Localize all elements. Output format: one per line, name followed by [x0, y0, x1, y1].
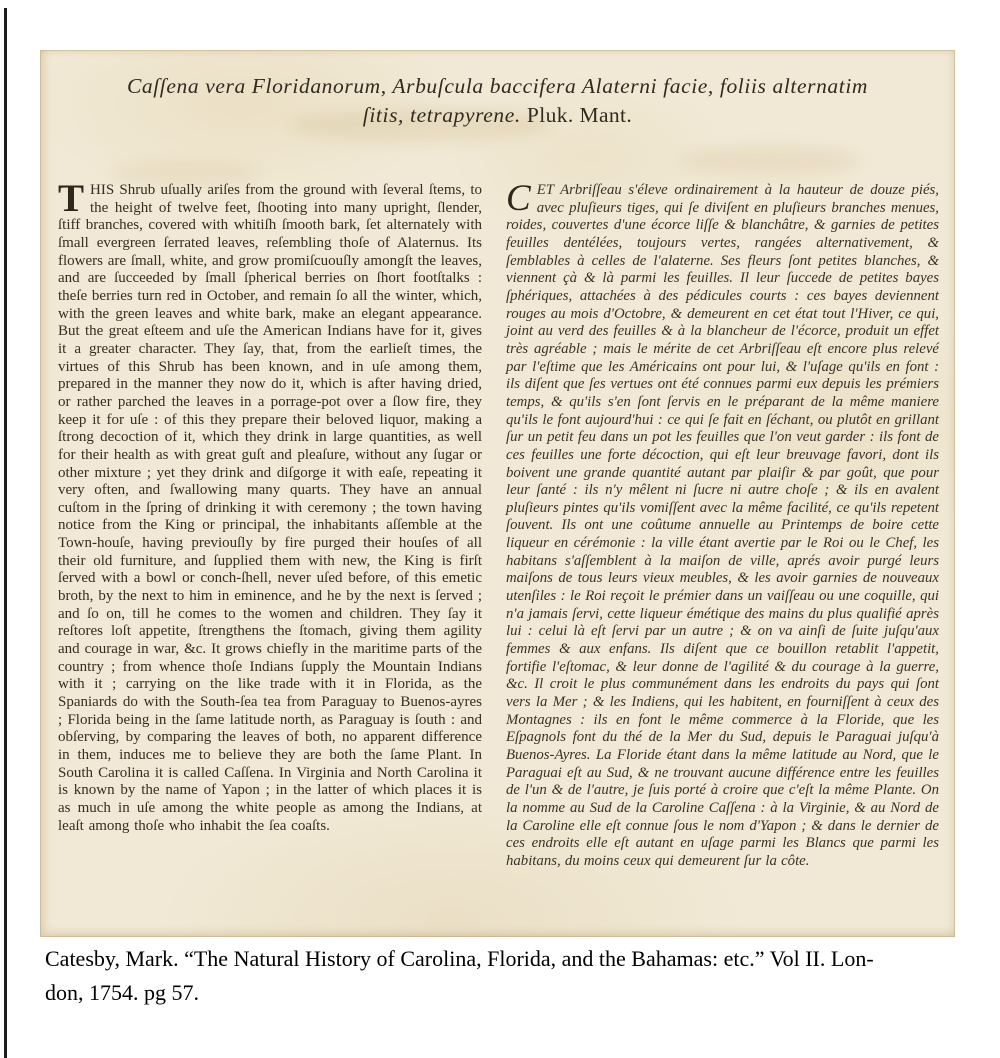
- french-drop-cap: C: [506, 178, 531, 219]
- english-column: [58, 177, 482, 871]
- book-scan: [40, 50, 955, 937]
- french-column: [506, 178, 939, 871]
- latin-title: [40, 50, 955, 130]
- latin-title-line2: [40, 101, 955, 130]
- french-text: ET Arbriſſeau s'éleve ordinairement à la hauteur de douze piés, avec pluſieurs tiges, qui ſe diviſent en pluſieurs branches menues, roides, couvertes d'une écorce liſſe & blanchâtre, & garnies de petites feuilles dentélées, toujours vertes, rangées alternativement, & ſemblables à celles de l'alaterne. Ses fleurs ſont petites blanches, & viennent çà & là parmi les feuilles. Il leur ſuccede de petites bayes ſphériques, attachées à des pédicules courts : ces bayes deviennent rouges au mois d'Octobre, & demeurent en cet état tout l'Hiver, ce qui, joint au verd des feuilles & à la blancheur de l'écorce, produit un effet très agréable ; mais le mérite de cet Arbriſſeau eſt encore plus relevé par l'eſtime que les Américains ont pour lui, & l'uſage qu'ils en font : ils diſent que ſes vertues ont été connues parmi eux depuis les prémiers temps, & qu'ils s'en ſont ſervis en le préparant de la même maniere qu'ils le font aujourd'hui : ce qui ſe fait en ſéchant, ou plutôt en grillant ſur un petit feu dans un pot les feuilles que l'on veut garder : ils font de ces feuilles une forte décoction, qui eſt leur breuvage favori, dont ils boivent une grande quantité autant par plaiſir & par goût, que pour leur ſanté : ils n'y mêlent ni ſucre ni autre choſe ; & ils en avalent pluſieurs pintes qu'ils vomiſſent avec la même facilité, ce qu'ils repetent ſouvent. Ils ont une coûtume annuelle au Printemps de boire cette liqueur en cérémonie : la ville étant avertie par le Roi ou le Chef, les habitans s'aſſemblent à la maiſon de ville, aprés avoir purgé leurs maiſons de tous leurs vieux meubles, & les avoir garnies de nouveaux utenſiles : le Roi reçoit le prémier dans un vaiſſeau ou une coquille, qui n'a jamais ſervi, cette liqueur émétique des mains du plus qualifié après lui : celui là eſt ſervi par un autre ; & on va ainſi de ſuite juſqu'aux femmes & aux enfans. Ils diſent que ce bouillon retablit l'appetit, fortifie l'eſtomac, & leur donne de l'agilité & du courage à la guerre, &c. Il croit le plus communément dans les endroits du pays qui ſont vers la Mer ; & les Indiens, qui les habitent, en fourniſſent à ceux des Montagnes : ils en font le même commerce à la Floride, que les Eſpagnols font du thé de la Mer du Sud, depuis le Paraguai juſqu'à Buenos-Ayres. La Floride étant dans la même latitude au Nord, que le Paraguai eſt au Sud, & ne trouvant aucune différence entre les feuilles de l'un & de l'autre, je ſuis porté à croire que c'eſt la même Plante. On la nomme au Sud de la Caroline Caſſena : à la Virginie, & au Nord de la Caroline elle eſt connue ſous le nom d'Yapon ; & dans le dernier de ces endroits elle eſt autant en uſage parmi les Blancs que parmi les habitans, du moins ceux qui demeurent ſur la côte.: [506, 182, 939, 869]
- paper-stain: [680, 146, 860, 176]
- citation-line2: don, 1754. pg 57.: [45, 980, 199, 1005]
- citation: [45, 942, 975, 1010]
- latin-title-line2-italic: ſitis, tetrapyrene.: [362, 103, 521, 127]
- english-text: HIS Shrub uſually ariſes from the ground with ſeveral ſtems, to the height of twelve feet, ſhooting into many upright, ſlender, ſtiff branches, covered with whitiſh ſmooth bark, ſet alternately with ſmall evergreen ſerrated leaves, reſembling thoſe of Alaternus. Its flowers are ſmall, white, and grow promiſcuouſly amongſt the leaves, and are ſucceeded by ſmall ſpherical berries on ſhort footſtalks : theſe berries turn red in October, and remain ſo all the winter, which, with the green leaves and white bark, make an elegant appearance. But the great eſteem and uſe the American Indians have for it, gives it a greater character. They ſay, that, from the earlieſt times, the virtues of this Shrub has been known, and in uſe among them, prepared in the manner they now do it, which is after having dried, or rather parched the leaves in a porrage-pot over a ſlow fire, they keep it for uſe : of this they prepare their beloved liquor, making a ſtrong decoction of it, which they drink in large quantities, as well for their health as with great guſt and pleaſure, without any ſugar or other mixture ; yet they drink and diſgorge it with eaſe, repeating it very often, and ſwallowing many quarts. They have an annual cuſtom in the ſpring of drinking it with ceremony ; the town having notice from the King or principal, the inhabitants aſſemble at the Town-houſe, having previouſly by fire purged their houſes of all their old furniture, and ſupplied them with new, the King is firſt ſerved with a bowl or conch-ſhell, never uſed before, of this emetic broth, by the next to him in eminence, and he by the next is ſerved ; and ſo on, till he comes to the women and children. They ſay it reſtores loſt appetite, ſtrengthens the ſtomach, giving them agility and courage in war, &c. It grows chiefly in the maritime parts of the country ; from whence thoſe Indians ſupply the Mountain Indians with it ; carrying on the like trade with it in Florida, as the Spaniards do with the South-ſea tea from Paraguay to Buenos-ayres ; Florida being in the ſame latitude north, as Paraguay is ſouth : and obſerving, by comparing the leaves of both, no apparent difference in them, induces me to believe they are both the ſame Plant. In South Carolina it is called Caſſena. In Virginia and North Carolina it is known by the name of Yapon ; in the latter of which places it is as much in uſe among the white people as among the Indians, at leaſt among thoſe who inhabit the ſea coaſts.: [58, 182, 482, 834]
- left-margin-rule: [4, 8, 7, 1058]
- latin-title-reference: Pluk. Mant.: [526, 103, 633, 127]
- text-columns: [40, 177, 955, 871]
- citation-line1: Catesby, Mark. “The Natural History of Carolina, Florida, and the Bahamas: etc.” Vol II. Lon-: [45, 946, 874, 971]
- english-drop-cap: T: [58, 177, 85, 220]
- latin-title-line1: Caſſena vera Floridanorum, Arbuſcula baccifera Alaterni facie, foliis alternatim: [126, 74, 869, 98]
